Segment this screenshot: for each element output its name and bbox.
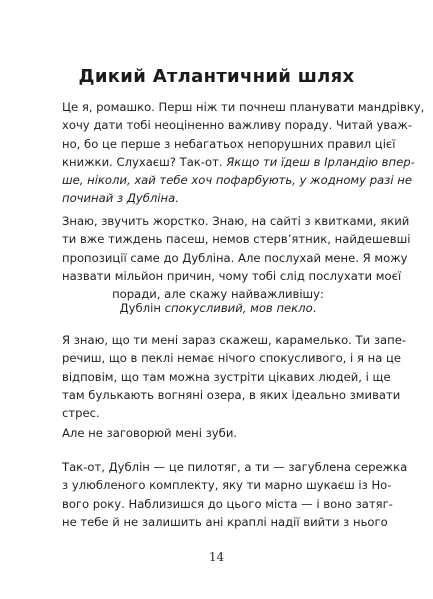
paragraph-line: Але не заговорюй мені зуби. (62, 426, 238, 440)
paragraph-line: поради, але скажу найважливішу: (112, 287, 324, 302)
text-run: . (312, 301, 317, 315)
paragraph-line: пропозиції саме до Дубліна. Але послухай мене. Я можу (62, 250, 408, 265)
paragraph-5 (62, 424, 374, 442)
italic-text: спокусливий, мов пекло (164, 301, 313, 315)
chapter-title: Дикий Атлантичний шлях (78, 66, 355, 87)
paragraph-line: назвати мільйон причин, чому тобі слід послухати моєї (62, 268, 402, 283)
paragraph-line-italic: ше, ніколи, хай тебе хоч пофарбують, у жодному разі не (62, 173, 412, 188)
paragraph-4 (62, 331, 407, 422)
text-run: книжки. Слухаєш? Так-от. (62, 154, 227, 169)
paragraph-6 (62, 458, 408, 531)
quote-line (62, 299, 374, 317)
paragraph-line (62, 153, 415, 171)
paragraph-line: вого року. Наблизишся до цього міста — і воно затяг- (62, 496, 393, 511)
page-number: 14 (208, 550, 225, 564)
paragraph-line: стрес. (62, 406, 100, 421)
paragraph-line: там булькають вогняні озера, в яких ідеально змивати (62, 387, 401, 402)
paragraph-line: хочу дати тобі неоціненно важливу пораду. Читай уваж- (62, 118, 412, 133)
paragraph-line: но, бо це перше з небагатьох непорушних правил цієї (62, 136, 396, 151)
paragraph-1 (62, 98, 425, 208)
paragraph-line: речиш, що в пеклі немає нічого спокусливого, і я на це (62, 351, 402, 366)
centered-quote (62, 299, 374, 317)
paragraph-line: не тебе й не залишить ані краплі надії вийти з нього (62, 514, 388, 529)
paragraph-line: ти вже тиждень пасеш, немов стерв’ятник, найдешевші (62, 232, 411, 247)
paragraph-line: відповім, що там можна зустріти цікавих людей, і ще (62, 369, 391, 384)
paragraph-line: Я знаю, що ти мені зараз скажеш, карамелько. Ти запе- (62, 333, 407, 347)
paragraph-line: Це я, ромашко. Перш ніж ти почнеш планувати мандрівку, (62, 100, 425, 114)
paragraph-line: Знаю, звучить жорстко. Знаю, на сайті з квитками, який (62, 214, 410, 228)
paragraph-2 (62, 212, 411, 303)
paragraph-line-italic: починай з Дубліна. (62, 191, 179, 206)
paragraph-line: Так-от, Дублін — це пилотяг, а ти — загублена сережка (62, 460, 408, 474)
text-run: Дублін (119, 301, 165, 315)
paragraph-line: з улюбленого комплекту, яку ти марно шукаєш із Но- (62, 478, 392, 493)
italic-text: Якщо ти їдеш в Ірландію впер- (226, 154, 415, 169)
